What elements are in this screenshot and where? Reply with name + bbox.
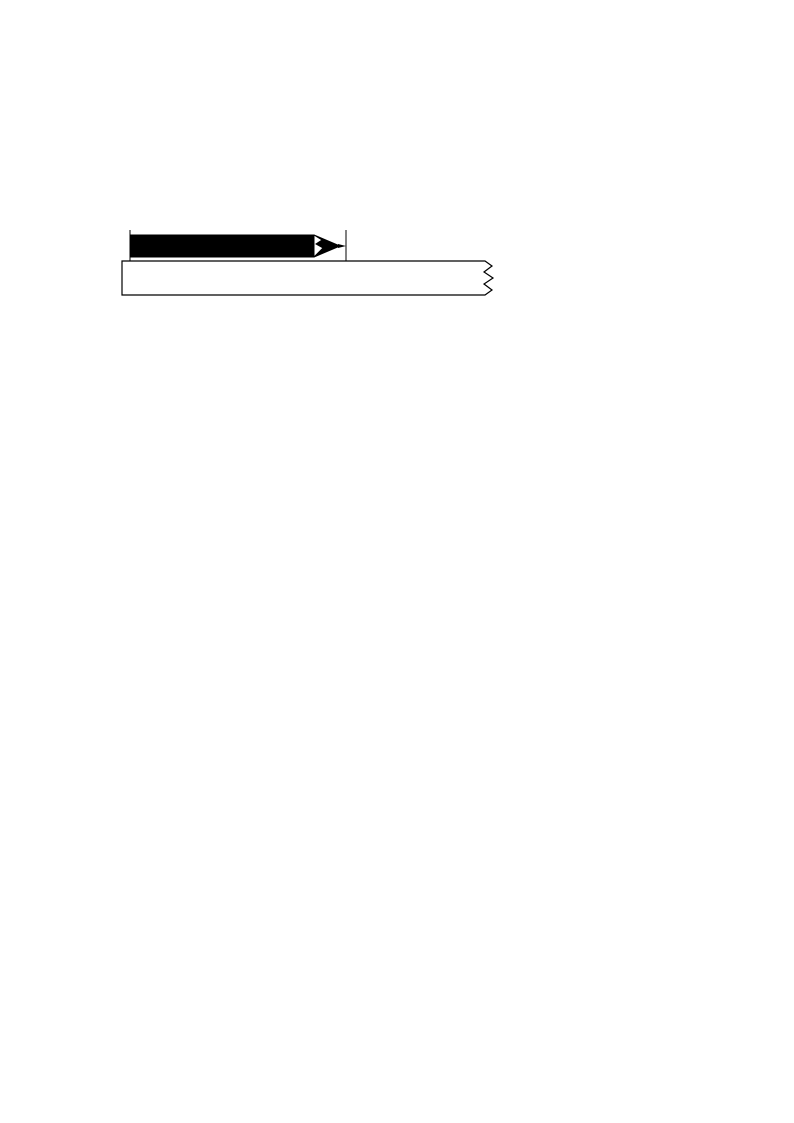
pencil-ruler-figure: [118, 228, 502, 298]
pencil-icon: [130, 235, 346, 257]
ruler: [122, 261, 493, 295]
